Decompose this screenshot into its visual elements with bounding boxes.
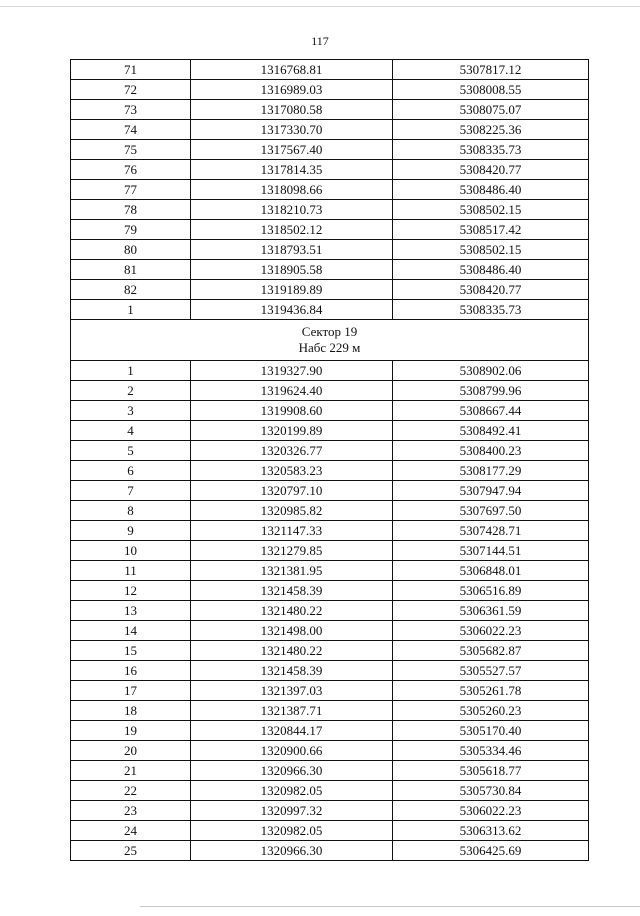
point-number-cell: 75 xyxy=(71,140,191,160)
table-row xyxy=(71,701,589,721)
x-coordinate-cell: 1320982.05 xyxy=(191,821,393,841)
y-coordinate-cell: 5307947.94 xyxy=(393,481,589,501)
x-coordinate-cell: 1317814.35 xyxy=(191,160,393,180)
table-row xyxy=(71,481,589,501)
y-coordinate-cell: 5308902.06 xyxy=(393,361,589,381)
x-coordinate-cell: 1320966.30 xyxy=(191,761,393,781)
point-number-cell: 3 xyxy=(71,401,191,421)
table-row xyxy=(71,801,589,821)
table-body-before xyxy=(71,60,589,320)
table-row xyxy=(71,841,589,861)
y-coordinate-cell: 5306361.59 xyxy=(393,601,589,621)
point-number-cell: 15 xyxy=(71,641,191,661)
y-coordinate-cell: 5308177.29 xyxy=(393,461,589,481)
x-coordinate-cell: 1321480.22 xyxy=(191,641,393,661)
y-coordinate-cell: 5308517.42 xyxy=(393,220,589,240)
x-coordinate-cell: 1316768.81 xyxy=(191,60,393,80)
point-number-cell: 19 xyxy=(71,721,191,741)
point-number-cell: 11 xyxy=(71,561,191,581)
point-number-cell: 24 xyxy=(71,821,191,841)
x-coordinate-cell: 1320997.32 xyxy=(191,801,393,821)
point-number-cell: 79 xyxy=(71,220,191,240)
sector-header-row xyxy=(71,320,589,361)
table-row xyxy=(71,401,589,421)
y-coordinate-cell: 5305334.46 xyxy=(393,741,589,761)
table-row xyxy=(71,441,589,461)
x-coordinate-cell: 1318793.51 xyxy=(191,240,393,260)
y-coordinate-cell: 5306022.23 xyxy=(393,801,589,821)
x-coordinate-cell: 1321279.85 xyxy=(191,541,393,561)
table-row xyxy=(71,741,589,761)
point-number-cell: 13 xyxy=(71,601,191,621)
point-number-cell: 77 xyxy=(71,180,191,200)
x-coordinate-cell: 1321498.00 xyxy=(191,621,393,641)
y-coordinate-cell: 5305260.23 xyxy=(393,701,589,721)
y-coordinate-cell: 5308486.40 xyxy=(393,180,589,200)
y-coordinate-cell: 5306425.69 xyxy=(393,841,589,861)
point-number-cell: 8 xyxy=(71,501,191,521)
point-number-cell: 9 xyxy=(71,521,191,541)
y-coordinate-cell: 5305527.57 xyxy=(393,661,589,681)
table-row xyxy=(71,240,589,260)
point-number-cell: 14 xyxy=(71,621,191,641)
x-coordinate-cell: 1319189.89 xyxy=(191,280,393,300)
y-coordinate-cell: 5305618.77 xyxy=(393,761,589,781)
point-number-cell: 6 xyxy=(71,461,191,481)
y-coordinate-cell: 5306022.23 xyxy=(393,621,589,641)
y-coordinate-cell: 5305730.84 xyxy=(393,781,589,801)
sector-height: Набс 229 м xyxy=(298,340,361,355)
table-row xyxy=(71,661,589,681)
point-number-cell: 25 xyxy=(71,841,191,861)
point-number-cell: 76 xyxy=(71,160,191,180)
point-number-cell: 10 xyxy=(71,541,191,561)
coordinates-table xyxy=(70,59,589,861)
point-number-cell: 2 xyxy=(71,381,191,401)
x-coordinate-cell: 1321381.95 xyxy=(191,561,393,581)
scan-edge-line xyxy=(0,6,640,7)
x-coordinate-cell: 1320966.30 xyxy=(191,841,393,861)
x-coordinate-cell: 1321480.22 xyxy=(191,601,393,621)
y-coordinate-cell: 5308420.77 xyxy=(393,280,589,300)
x-coordinate-cell: 1317567.40 xyxy=(191,140,393,160)
x-coordinate-cell: 1320326.77 xyxy=(191,441,393,461)
y-coordinate-cell: 5308486.40 xyxy=(393,260,589,280)
y-coordinate-cell: 5308400.23 xyxy=(393,441,589,461)
sector-header-body xyxy=(71,320,589,361)
point-number-cell: 22 xyxy=(71,781,191,801)
table-row xyxy=(71,160,589,180)
x-coordinate-cell: 1320985.82 xyxy=(191,501,393,521)
x-coordinate-cell: 1320199.89 xyxy=(191,421,393,441)
point-number-cell: 16 xyxy=(71,661,191,681)
y-coordinate-cell: 5308667.44 xyxy=(393,401,589,421)
point-number-cell: 1 xyxy=(71,300,191,320)
point-number-cell: 21 xyxy=(71,761,191,781)
x-coordinate-cell: 1319436.84 xyxy=(191,300,393,320)
x-coordinate-cell: 1320844.17 xyxy=(191,721,393,741)
table-row xyxy=(71,220,589,240)
x-coordinate-cell: 1321397.03 xyxy=(191,681,393,701)
point-number-cell: 20 xyxy=(71,741,191,761)
table-row xyxy=(71,821,589,841)
point-number-cell: 74 xyxy=(71,120,191,140)
table-row xyxy=(71,60,589,80)
table-row xyxy=(71,541,589,561)
point-number-cell: 1 xyxy=(71,361,191,381)
table-row xyxy=(71,621,589,641)
y-coordinate-cell: 5308502.15 xyxy=(393,200,589,220)
table-row xyxy=(71,280,589,300)
sector-title: Сектор 19 xyxy=(301,324,358,339)
y-coordinate-cell: 5307428.71 xyxy=(393,521,589,541)
table-row xyxy=(71,581,589,601)
point-number-cell: 72 xyxy=(71,80,191,100)
table-row xyxy=(71,421,589,441)
y-coordinate-cell: 5306516.89 xyxy=(393,581,589,601)
y-coordinate-cell: 5308799.96 xyxy=(393,381,589,401)
x-coordinate-cell: 1318098.66 xyxy=(191,180,393,200)
y-coordinate-cell: 5308225.36 xyxy=(393,120,589,140)
table-row xyxy=(71,641,589,661)
table-row xyxy=(71,140,589,160)
table-row xyxy=(71,681,589,701)
x-coordinate-cell: 1317330.70 xyxy=(191,120,393,140)
y-coordinate-cell: 5308008.55 xyxy=(393,80,589,100)
table-row xyxy=(71,361,589,381)
point-number-cell: 18 xyxy=(71,701,191,721)
scan-edge-line-bottom xyxy=(140,906,640,907)
table-row xyxy=(71,461,589,481)
y-coordinate-cell: 5308420.77 xyxy=(393,160,589,180)
table-row xyxy=(71,80,589,100)
point-number-cell: 23 xyxy=(71,801,191,821)
point-number-cell: 17 xyxy=(71,681,191,701)
y-coordinate-cell: 5305170.40 xyxy=(393,721,589,741)
x-coordinate-cell: 1321458.39 xyxy=(191,581,393,601)
y-coordinate-cell: 5307697.50 xyxy=(393,501,589,521)
y-coordinate-cell: 5305682.87 xyxy=(393,641,589,661)
y-coordinate-cell: 5308502.15 xyxy=(393,240,589,260)
table-body-after xyxy=(71,361,589,861)
table-row xyxy=(71,781,589,801)
x-coordinate-cell: 1319624.40 xyxy=(191,381,393,401)
x-coordinate-cell: 1321458.39 xyxy=(191,661,393,681)
point-number-cell: 12 xyxy=(71,581,191,601)
x-coordinate-cell: 1321147.33 xyxy=(191,521,393,541)
y-coordinate-cell: 5306848.01 xyxy=(393,561,589,581)
y-coordinate-cell: 5306313.62 xyxy=(393,821,589,841)
point-number-cell: 80 xyxy=(71,240,191,260)
point-number-cell: 4 xyxy=(71,421,191,441)
table-row xyxy=(71,100,589,120)
y-coordinate-cell: 5305261.78 xyxy=(393,681,589,701)
point-number-cell: 78 xyxy=(71,200,191,220)
sector-header-cell xyxy=(71,320,589,361)
x-coordinate-cell: 1320982.05 xyxy=(191,781,393,801)
y-coordinate-cell: 5308335.73 xyxy=(393,300,589,320)
x-coordinate-cell: 1318905.58 xyxy=(191,260,393,280)
table-row xyxy=(71,761,589,781)
x-coordinate-cell: 1319327.90 xyxy=(191,361,393,381)
table-row xyxy=(71,561,589,581)
x-coordinate-cell: 1318502.12 xyxy=(191,220,393,240)
table-row xyxy=(71,601,589,621)
point-number-cell: 82 xyxy=(71,280,191,300)
table-row xyxy=(71,501,589,521)
x-coordinate-cell: 1320900.66 xyxy=(191,741,393,761)
x-coordinate-cell: 1320797.10 xyxy=(191,481,393,501)
x-coordinate-cell: 1317080.58 xyxy=(191,100,393,120)
x-coordinate-cell: 1319908.60 xyxy=(191,401,393,421)
table-row xyxy=(71,200,589,220)
point-number-cell: 5 xyxy=(71,441,191,461)
y-coordinate-cell: 5307817.12 xyxy=(393,60,589,80)
table-row xyxy=(71,120,589,140)
table-row xyxy=(71,721,589,741)
y-coordinate-cell: 5307144.51 xyxy=(393,541,589,561)
point-number-cell: 81 xyxy=(71,260,191,280)
table-row xyxy=(71,260,589,280)
page-number: 117 xyxy=(311,34,329,48)
point-number-cell: 73 xyxy=(71,100,191,120)
x-coordinate-cell: 1320583.23 xyxy=(191,461,393,481)
y-coordinate-cell: 5308492.41 xyxy=(393,421,589,441)
x-coordinate-cell: 1321387.71 xyxy=(191,701,393,721)
x-coordinate-cell: 1316989.03 xyxy=(191,80,393,100)
point-number-cell: 71 xyxy=(71,60,191,80)
x-coordinate-cell: 1318210.73 xyxy=(191,200,393,220)
y-coordinate-cell: 5308075.07 xyxy=(393,100,589,120)
table-row xyxy=(71,300,589,320)
y-coordinate-cell: 5308335.73 xyxy=(393,140,589,160)
table-row xyxy=(71,381,589,401)
table-row xyxy=(71,521,589,541)
table-row xyxy=(71,180,589,200)
point-number-cell: 7 xyxy=(71,481,191,501)
